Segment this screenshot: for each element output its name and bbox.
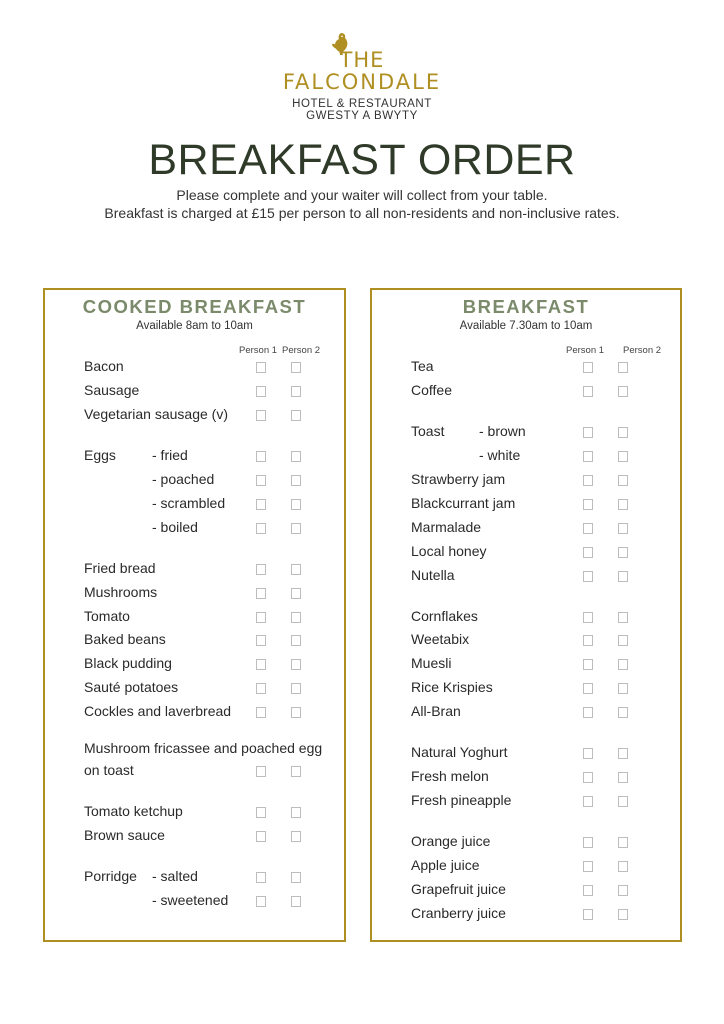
person-1-checkbox[interactable] — [256, 831, 266, 842]
item-label: Cockles and laverbread — [84, 703, 232, 719]
person-1-checkbox[interactable] — [256, 683, 266, 694]
person-1-checkbox[interactable] — [583, 571, 593, 582]
item-label: Tomato — [84, 608, 130, 624]
item-option-label: - salted — [152, 868, 198, 884]
person-2-checkbox[interactable] — [618, 612, 628, 623]
person-1-checkbox[interactable] — [583, 635, 593, 646]
item-label: Weetabix — [411, 631, 470, 647]
item-label: Nutella — [411, 567, 455, 583]
item-label: Muesli — [411, 655, 452, 671]
person-1-checkbox[interactable] — [583, 659, 593, 670]
person-2-checkbox[interactable] — [618, 885, 628, 896]
person-1-checkbox[interactable] — [583, 772, 593, 783]
person-1-checkbox[interactable] — [583, 837, 593, 848]
item-label: Porridge — [84, 868, 137, 884]
person-1-checkbox[interactable] — [583, 427, 593, 438]
person-1-checkbox[interactable] — [256, 499, 266, 510]
intro-line-1: Please complete and your waiter will collect from your table. — [176, 187, 548, 203]
person-1-checkbox[interactable] — [583, 475, 593, 486]
person-2-checkbox[interactable] — [618, 683, 628, 694]
person-1-checkbox[interactable] — [256, 635, 266, 646]
person-1-checkbox[interactable] — [583, 612, 593, 623]
item-label: Cornflakes — [411, 608, 478, 624]
person-1-header: Person 1 — [566, 345, 605, 356]
person-2-checkbox[interactable] — [618, 772, 628, 783]
item-option-label: - boiled — [152, 519, 198, 535]
breakfast-panel — [370, 288, 682, 942]
person-1-checkbox[interactable] — [583, 451, 593, 462]
person-2-checkbox[interactable] — [291, 499, 301, 510]
person-2-checkbox[interactable] — [291, 475, 301, 486]
item-option-label: - sweetened — [152, 892, 229, 908]
person-1-checkbox[interactable] — [583, 523, 593, 534]
person-1-checkbox[interactable] — [256, 659, 266, 670]
item-label: Fresh melon — [411, 768, 489, 784]
item-label: Brown sauce — [84, 827, 165, 843]
item-label: Natural Yoghurt — [411, 744, 508, 760]
person-2-checkbox[interactable] — [618, 796, 628, 807]
item-option-label: - brown — [479, 423, 526, 439]
item-label: Mushroom fricassee and poached egg — [84, 740, 323, 756]
item-label: Grapefruit juice — [411, 881, 506, 897]
person-2-checkbox[interactable] — [291, 896, 301, 907]
item-label: Local honey — [411, 543, 487, 559]
person-2-checkbox[interactable] — [291, 872, 301, 883]
person-1-checkbox[interactable] — [583, 683, 593, 694]
item-label-line-2: on toast — [84, 762, 134, 778]
cooked-breakfast-availability: Available 8am to 10am — [136, 320, 253, 332]
person-1-checkbox[interactable] — [256, 896, 266, 907]
person-2-checkbox[interactable] — [618, 635, 628, 646]
person-1-checkbox[interactable] — [256, 523, 266, 534]
person-2-checkbox[interactable] — [291, 386, 301, 397]
item-label: Sausage — [84, 382, 140, 398]
person-1-checkbox[interactable] — [256, 451, 266, 462]
logo-subtitle-english: HOTEL & RESTAURANT — [292, 98, 432, 110]
person-1-checkbox[interactable] — [256, 707, 266, 718]
person-1-checkbox[interactable] — [583, 796, 593, 807]
person-1-checkbox[interactable] — [256, 410, 266, 421]
person-2-checkbox[interactable] — [291, 807, 301, 818]
person-2-header: Person 2 — [623, 345, 662, 356]
person-1-checkbox[interactable] — [256, 475, 266, 486]
item-label: Tea — [411, 358, 434, 374]
item-label: Baked beans — [84, 631, 166, 647]
person-1-checkbox[interactable] — [583, 499, 593, 510]
person-2-checkbox[interactable] — [291, 635, 301, 646]
person-2-checkbox[interactable] — [291, 766, 301, 777]
person-1-checkbox[interactable] — [583, 861, 593, 872]
person-2-checkbox[interactable] — [618, 523, 628, 534]
item-label: Fried bread — [84, 560, 156, 576]
person-2-checkbox[interactable] — [618, 427, 628, 438]
intro-line-2: Breakfast is charged at £15 per person to all non-residents and non-inclusive rates. — [104, 205, 620, 221]
item-label: Toast — [411, 423, 445, 439]
person-1-checkbox[interactable] — [256, 386, 266, 397]
item-label: Rice Krispies — [411, 679, 493, 695]
person-2-checkbox[interactable] — [618, 451, 628, 462]
person-2-checkbox[interactable] — [618, 547, 628, 558]
logo-name: FALCONDALE — [282, 70, 442, 94]
person-1-checkbox[interactable] — [256, 766, 266, 777]
person-2-checkbox[interactable] — [618, 475, 628, 486]
logo-subtitle-welsh: GWESTY A BWYTY — [306, 110, 418, 122]
person-1-checkbox[interactable] — [256, 612, 266, 623]
item-option-label: - fried — [152, 447, 188, 463]
person-2-checkbox[interactable] — [618, 837, 628, 848]
person-1-checkbox[interactable] — [583, 707, 593, 718]
person-2-checkbox[interactable] — [291, 588, 301, 599]
item-label: Sauté potatoes — [84, 679, 179, 695]
person-2-checkbox[interactable] — [618, 499, 628, 510]
breakfast-title: BREAKFAST — [462, 296, 590, 317]
person-2-checkbox[interactable] — [618, 571, 628, 582]
person-2-checkbox[interactable] — [618, 909, 628, 920]
person-1-checkbox[interactable] — [583, 909, 593, 920]
person-2-checkbox[interactable] — [291, 564, 301, 575]
item-label: Vegetarian sausage (v) — [84, 406, 228, 422]
person-2-checkbox[interactable] — [618, 362, 628, 373]
item-label: Mushrooms — [84, 584, 158, 600]
person-1-checkbox[interactable] — [256, 807, 266, 818]
person-1-checkbox[interactable] — [583, 885, 593, 896]
person-2-checkbox[interactable] — [618, 748, 628, 759]
person-2-checkbox[interactable] — [618, 707, 628, 718]
person-2-header: Person 2 — [282, 345, 321, 356]
logo-the: THE — [339, 48, 385, 72]
person-1-checkbox[interactable] — [583, 386, 593, 397]
person-1-checkbox[interactable] — [256, 362, 266, 373]
item-option-label: - white — [479, 447, 521, 463]
person-1-header: Person 1 — [239, 345, 278, 356]
person-2-checkbox[interactable] — [291, 410, 301, 421]
person-2-checkbox[interactable] — [291, 362, 301, 373]
person-2-checkbox[interactable] — [291, 659, 301, 670]
person-1-checkbox[interactable] — [583, 748, 593, 759]
item-label: Black pudding — [84, 655, 172, 671]
item-label: Tomato ketchup — [84, 803, 183, 819]
person-2-checkbox[interactable] — [291, 831, 301, 842]
item-label: Coffee — [411, 382, 452, 398]
page-title: BREAKFAST ORDER — [148, 136, 576, 184]
breakfast-availability: Available 7.30am to 10am — [459, 320, 593, 332]
item-label: Apple juice — [411, 857, 480, 873]
person-2-checkbox[interactable] — [291, 523, 301, 534]
person-2-checkbox[interactable] — [618, 861, 628, 872]
item-option-label: - scrambled — [152, 495, 226, 511]
item-label: Marmalade — [411, 519, 482, 535]
person-2-checkbox[interactable] — [291, 451, 301, 462]
cooked-breakfast-title: COOKED BREAKFAST — [82, 296, 307, 317]
cooked-breakfast-panel — [43, 288, 346, 942]
item-label: Eggs — [84, 447, 116, 463]
item-label: All-Bran — [411, 703, 461, 719]
item-option-label: - poached — [152, 471, 215, 487]
person-1-checkbox[interactable] — [256, 872, 266, 883]
person-2-checkbox[interactable] — [618, 659, 628, 670]
person-1-checkbox[interactable] — [583, 362, 593, 373]
item-label: Bacon — [84, 358, 124, 374]
person-2-checkbox[interactable] — [291, 612, 301, 623]
person-1-checkbox[interactable] — [256, 588, 266, 599]
item-label: Fresh pineapple — [411, 792, 512, 808]
person-2-checkbox[interactable] — [618, 386, 628, 397]
item-label: Strawberry jam — [411, 471, 506, 487]
person-2-checkbox[interactable] — [291, 683, 301, 694]
item-label: Cranberry juice — [411, 905, 506, 921]
item-label: Blackcurrant jam — [411, 495, 516, 511]
person-2-checkbox[interactable] — [291, 707, 301, 718]
item-label: Orange juice — [411, 833, 491, 849]
person-1-checkbox[interactable] — [583, 547, 593, 558]
person-1-checkbox[interactable] — [256, 564, 266, 575]
